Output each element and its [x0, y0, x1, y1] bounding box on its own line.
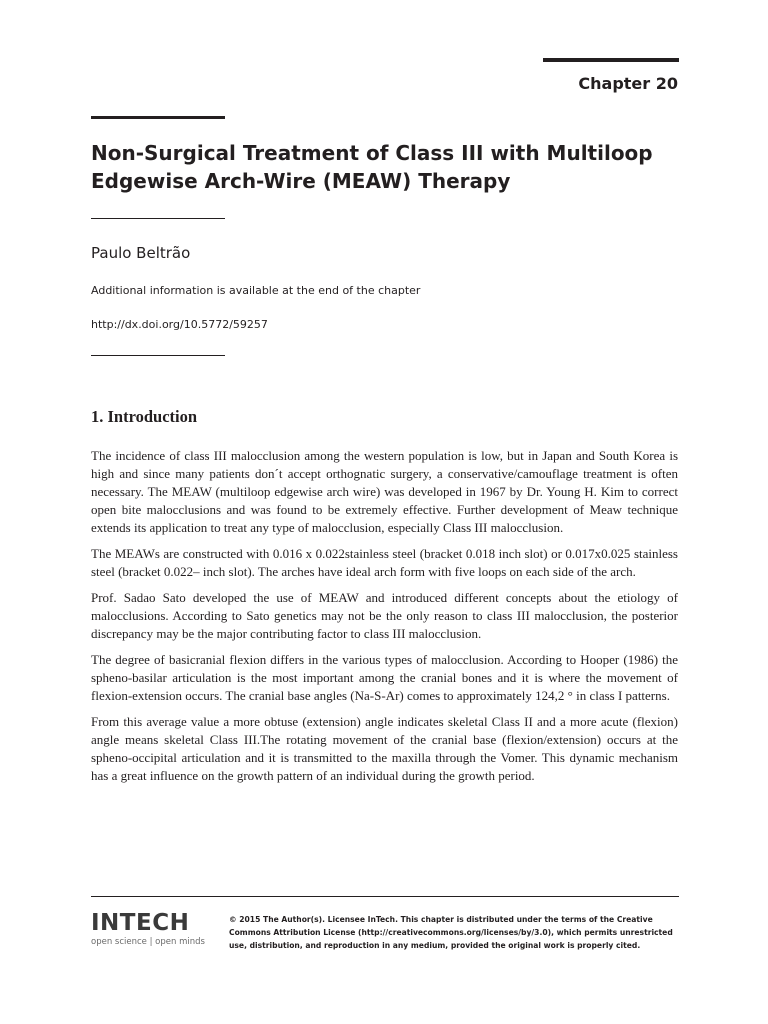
- paragraph: From this average value a more obtuse (extension) angle indicates skeletal Class II and a more acute (flexion) angle means skeletal Class III.The rotating movement of the cranial base (flexion/extension) occurs at the spheno-occipital articulation and it is transmitted to the maxilla through the Vomer. This dynamic mechanism has a great influence on the growth pattern of an individual during the growth period.: [91, 714, 678, 783]
- body-text: [91, 447, 678, 793]
- license-notice: © 2015 The Author(s). Licensee InTech. This chapter is distributed under the terms of the Creative Commons Attribution License (http://creativecommons.org/licenses/by/3.0), which permits unrestricted use, distribution, and reproduction in any medium, provided the original work is properly cited.: [229, 915, 673, 950]
- top-right-rule: [543, 58, 679, 62]
- chapter-title: [91, 139, 681, 195]
- paragraph: Prof. Sadao Sato developed the use of MEAW and introduced different concepts about the etiology of malocclusions. According to Sato genetics may not be the only reason to class III malocclusion, the posterior discrepancy may be the major contributing factor to class III malocclusion.: [91, 590, 678, 641]
- intech-logo: [91, 910, 211, 947]
- logo-tagline: open science | open minds: [91, 937, 205, 947]
- chapter-label: Chapter 20: [578, 74, 678, 93]
- author-name: Paulo Beltrão: [91, 244, 191, 262]
- title-line-2: Edgewise Arch-Wire (MEAW) Therapy: [91, 169, 511, 193]
- title-line-1: Non-Surgical Treatment of Class III with Multiloop: [91, 141, 653, 165]
- paragraph: The degree of basicranial flexion differs in the various types of malocclusion. According to Hooper (1986) the spheno-basilar articulation is the most important among the cranial bones and it is where the movement of flexion-extension occurs. The cranial base angles (Na-S-Ar) comes to approximately 124,2 ° in class I patterns.: [91, 652, 678, 703]
- footer-divider-rule: [91, 896, 679, 897]
- title-top-rule: [91, 116, 225, 119]
- doi-link[interactable]: http://dx.doi.org/10.5772/59257: [91, 318, 268, 331]
- paragraph: The incidence of class III malocclusion among the western population is low, but in Japan and South Korea is high and since many patients don´t accept orthognatic surgery, a conservative/camouflage treatment is often necessary. The MEAW (multiloop edgewise arch wire) was developed in 1967 by Dr. Young H. Kim to correct open bite malocclusions and was found to be extremely effective. Further development of Meaw technique extends its application to treat any type of malocclusion, especially Class III malocclusion.: [91, 448, 678, 535]
- paragraph: The MEAWs are constructed with 0.016 x 0.022stainless steel (bracket 0.018 inch slot) or 0.017x0.025 stainless steel (bracket 0.022– inch slot). The arches have ideal arch form with five loops on each side of the arch.: [91, 546, 678, 579]
- additional-info: Additional information is available at the end of the chapter: [91, 284, 421, 297]
- section-heading: 1. Introduction: [91, 407, 198, 426]
- header-divider-rule: [91, 355, 225, 356]
- logo-wordmark: INTECH: [91, 910, 190, 936]
- title-bottom-rule: [91, 218, 225, 219]
